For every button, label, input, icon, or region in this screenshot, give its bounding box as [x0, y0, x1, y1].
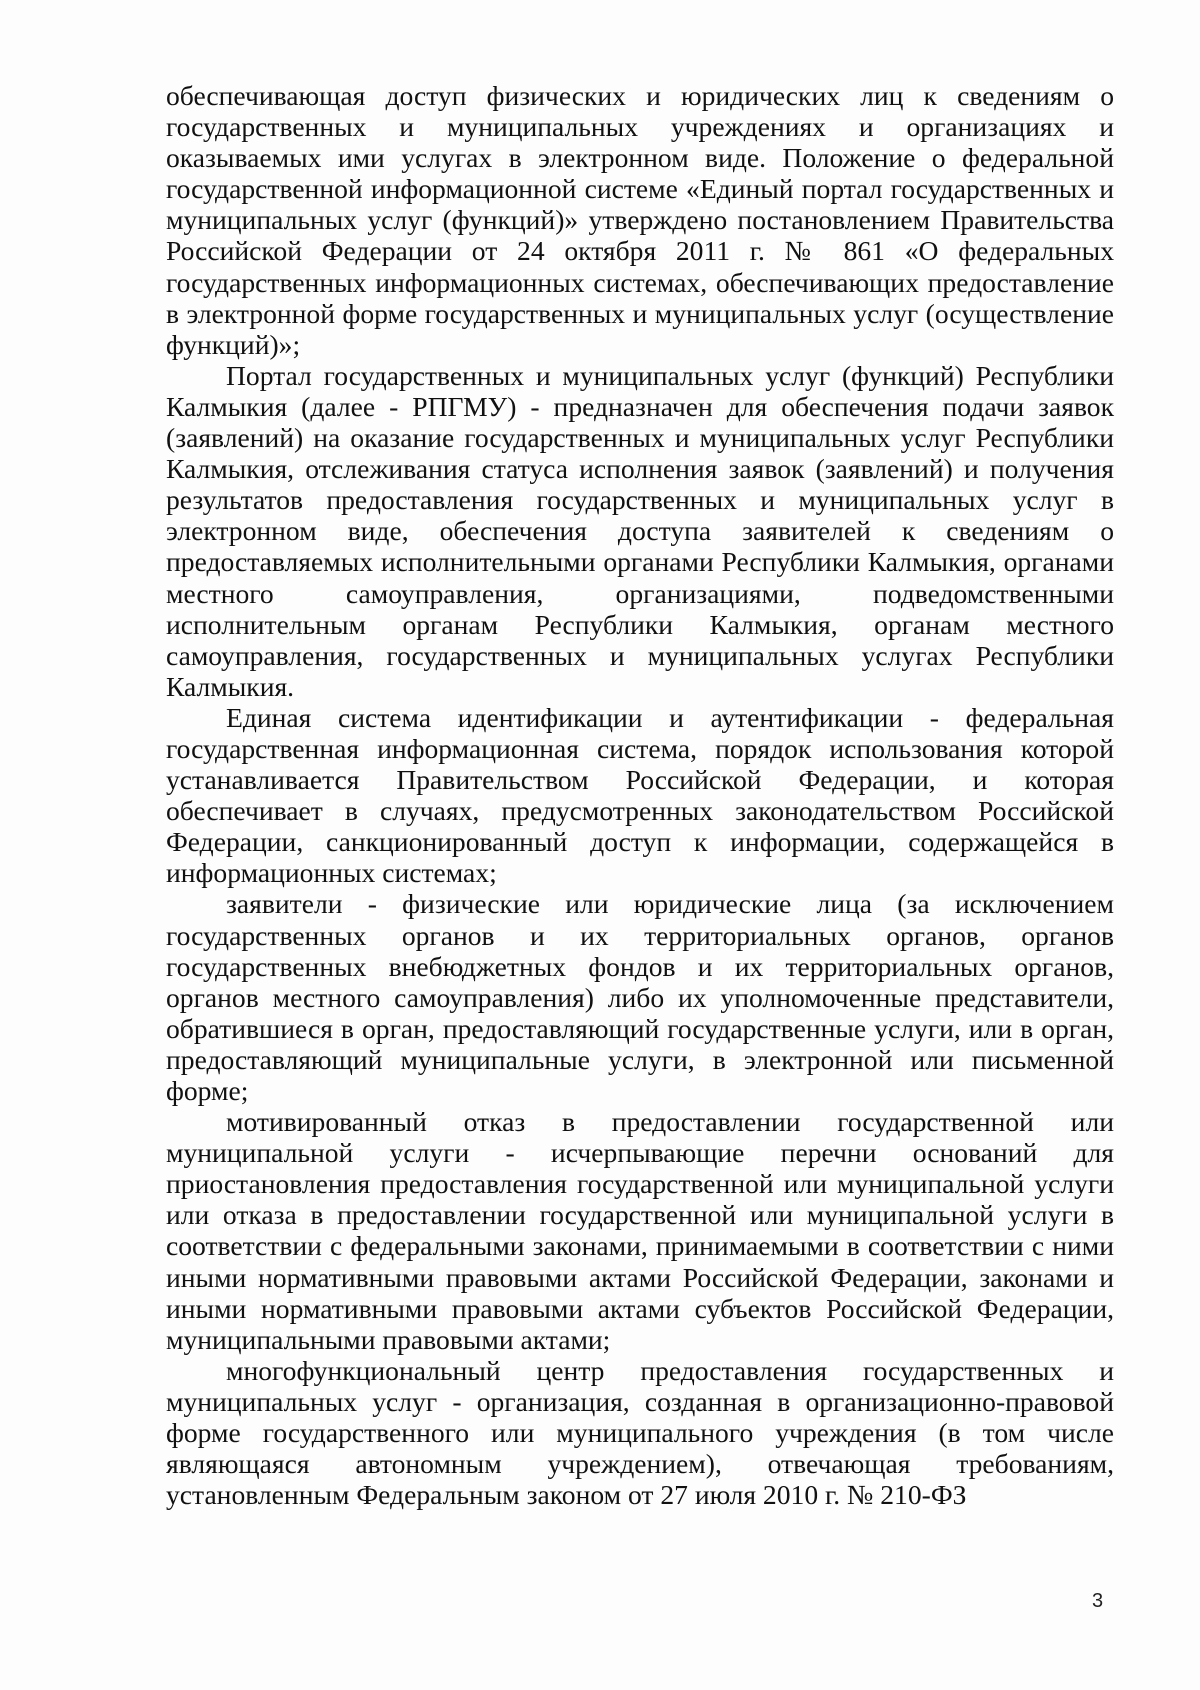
paragraph-esia-definition: Единая система идентификации и аутентификации - федеральная государственная информационная система, порядок использования которой устанавливается Правительством Российской Федерации, и которая обеспечивает в случаях, предусмотренных законодательством Российской Федерации, санкционированный доступ к информации, содержащейся в информационных системах;: [166, 701, 1114, 889]
page-number: 3: [1092, 1590, 1104, 1612]
body-text: [166, 80, 1114, 1510]
paragraph-rpgmu-definition: Портал государственных и муниципальных услуг (функций) Республики Калмыкия (далее - РПГМУ) - предназначен для обеспечения подачи заявок (заявлений) на оказание государственных и муниципальных услуг Республики Калмыкия, отслеживания статуса исполнения заявок (заявлений) и получения результатов предоставления государственных и муниципальных услуг в электронном виде, обеспечения доступа заявителей к сведениям о предоставляемых исполнительными органами Республики Калмыкия, органами местного самоуправления, организациями, подведомственными исполнительным органам Республики Калмыкия, органам местного самоуправления, государственных и муниципальных услугах Республики Калмыкия.: [166, 359, 1114, 702]
paragraph-applicants-definition: заявители - физические или юридические лица (за исключением государственных органов и их территориальных органов, органов государственных внебюджетных фондов и их территориальных органов, органов местного самоуправления) либо их уполномоченные представители, обратившиеся в орган, предоставляющий государственные услуги, или в орган, предоставляющий муниципальные услуги, в электронной или письменной форме;: [166, 888, 1114, 1106]
paragraph-mfc-definition: многофункциональный центр предоставления государственных и муниципальных услуг - организация, созданная в организационно-правовой форме государственного или муниципального учреждения (в том числе являющаяся автономным учреждением), отвечающая требованиям, установленным Федеральным законом от 27 июля 2010 г. № 210-ФЗ: [166, 1354, 1114, 1511]
paragraph-portal-definition-continued: обеспечивающая доступ физических и юридических лиц к сведениям о государственных и муниципальных учреждениях и организациях и оказываемых ими услугах в электронном виде. Положение о федеральной государственной информационной системе «Единый портал государственных и муниципальных услуг (функций)» утверждено постановлением Правительства Российской Федерации от 24 октября 2011 г. № 861 «О федеральных государственных информационных системах, обеспечивающих предоставление в электронной форме государственных и муниципальных услуг (осуществление функций)»;: [166, 80, 1114, 360]
paragraph-motivated-refusal-definition: мотивированный отказ в предоставлении государственной или муниципальной услуги - исчерпывающие перечни оснований для приостановления предоставления государственной или муниципальной услуги или отказа в предоставлении государственной или муниципальной услуги в соответствии с федеральными законами, принимаемыми в соответствии с ними иными нормативными правовыми актами Российской Федерации, законами и иными нормативными правовыми актами субъектов Российской Федерации, муниципальными правовыми актами;: [166, 1106, 1114, 1355]
